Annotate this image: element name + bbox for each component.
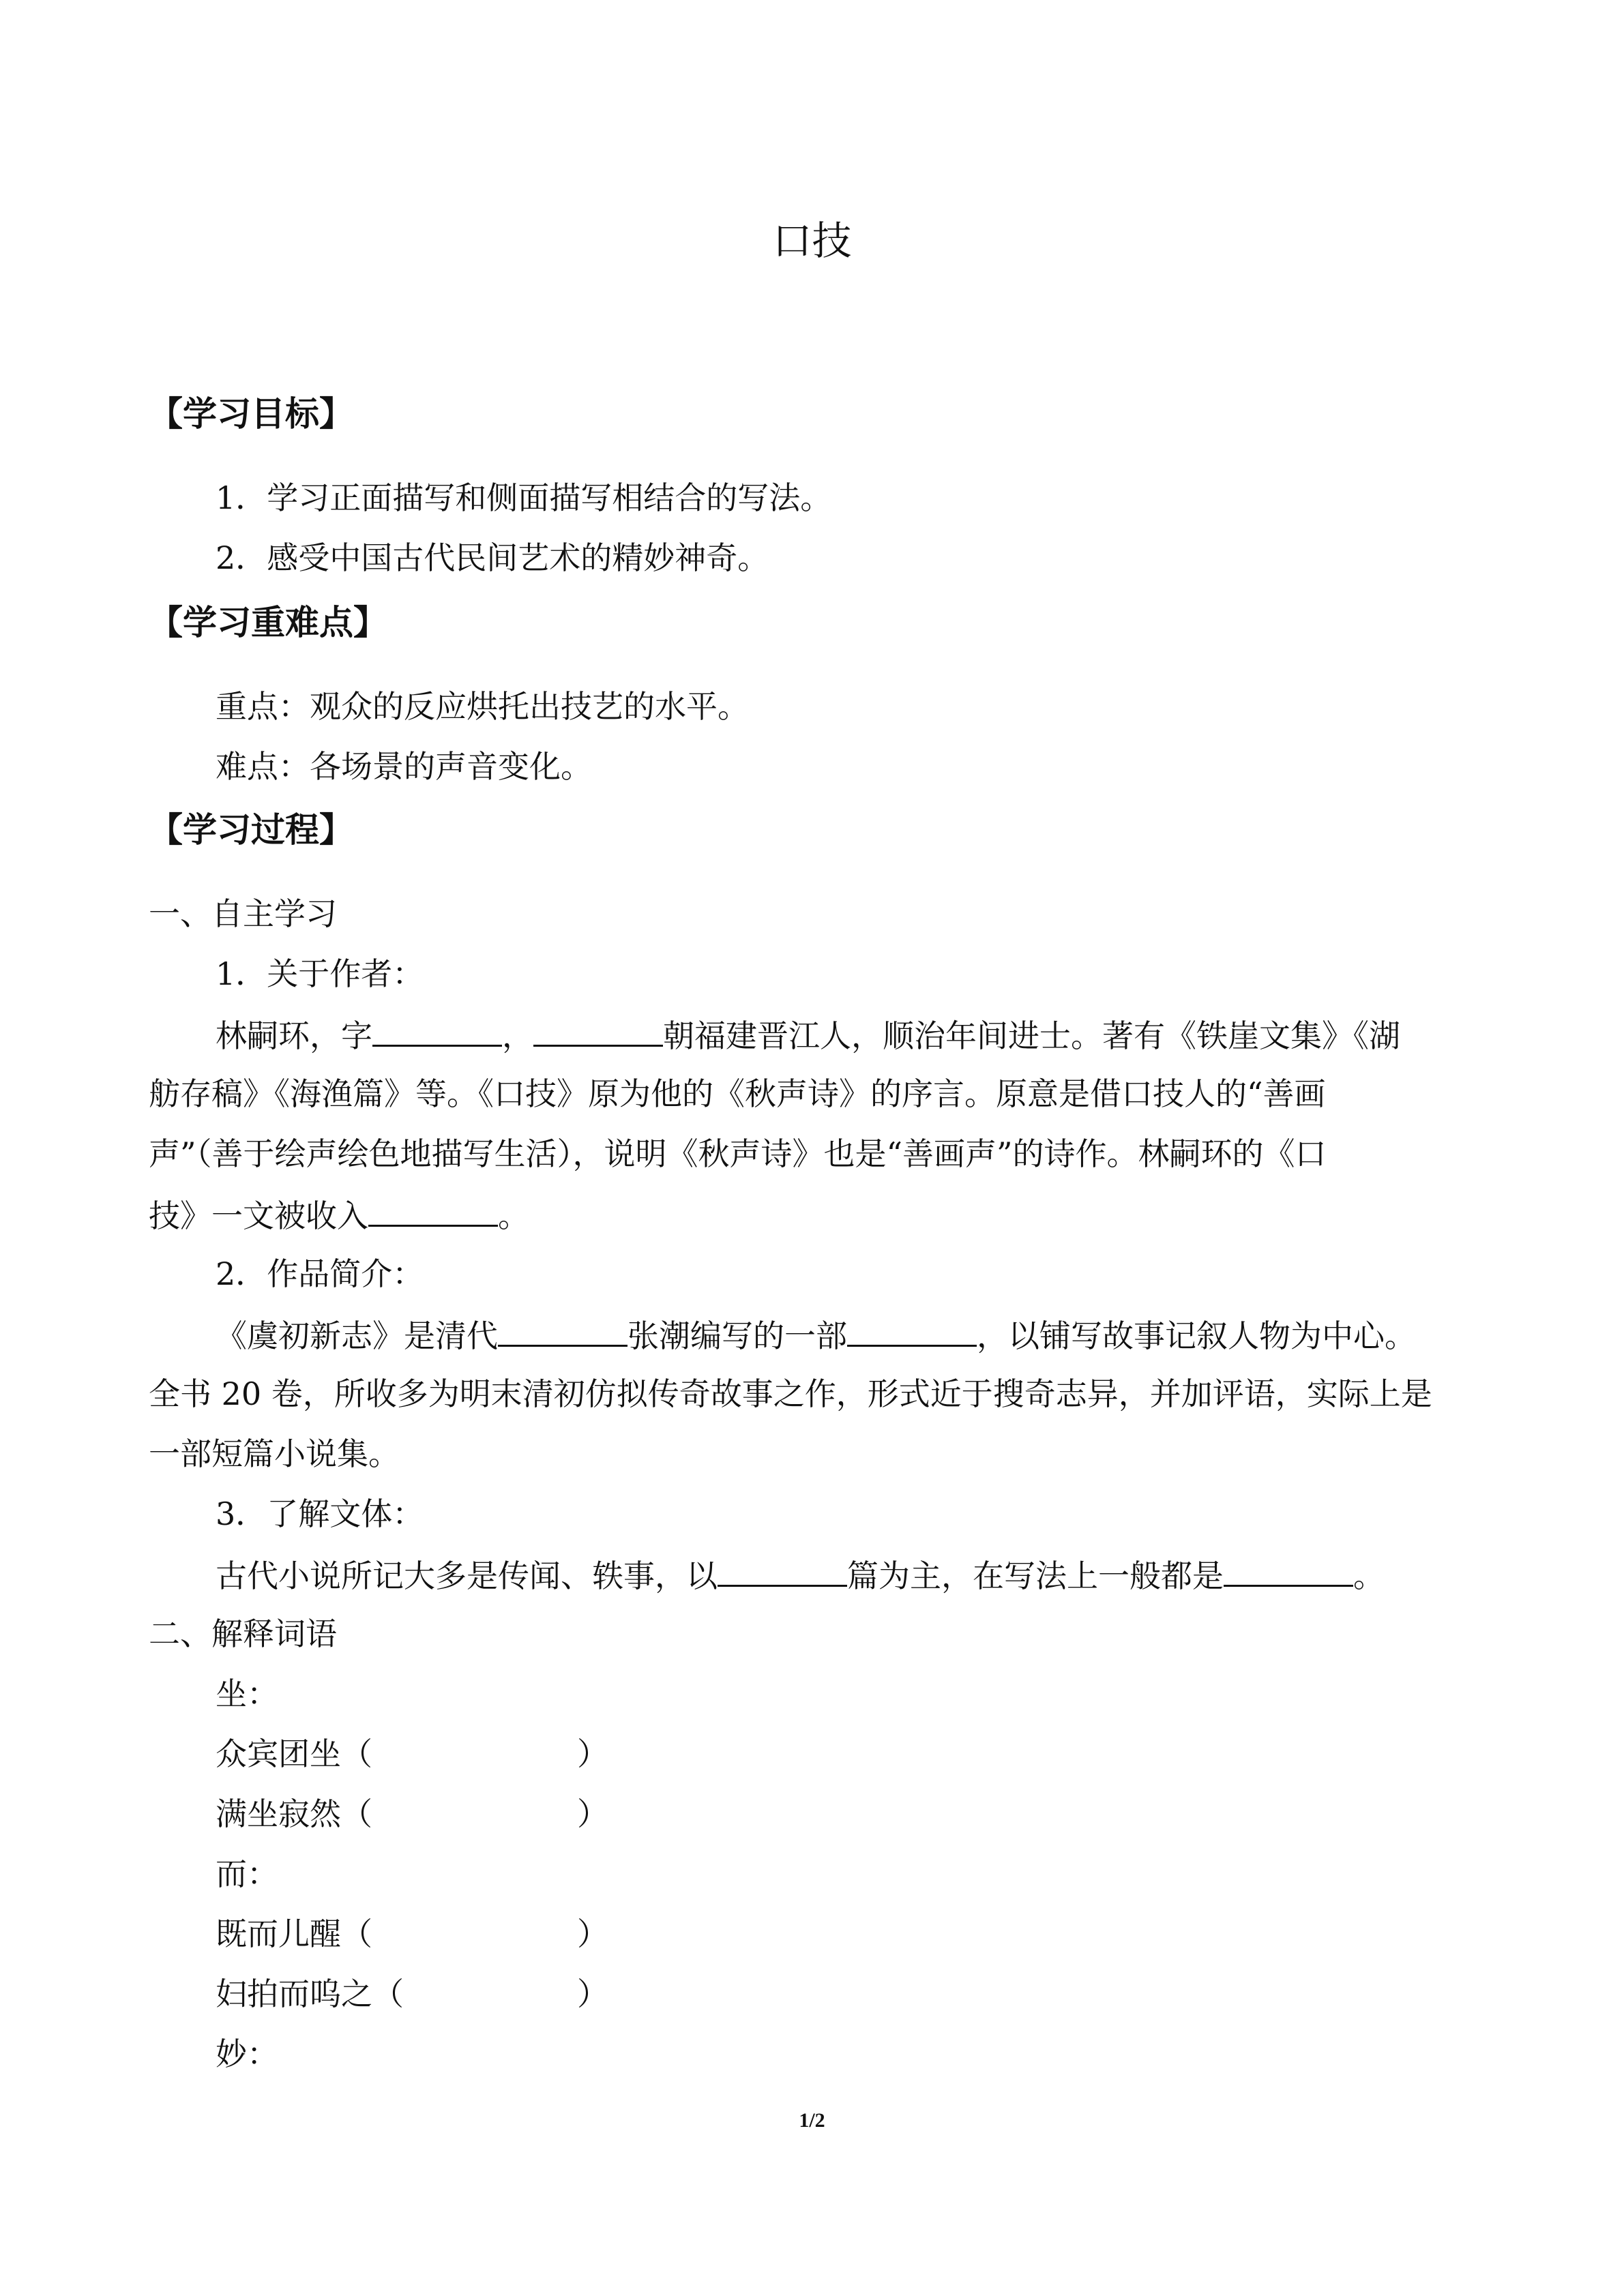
fill-blank[interactable] [847, 1313, 977, 1347]
text: 既而儿醒（ [216, 1915, 372, 1952]
word-example [216, 1973, 1552, 2014]
word-entry: 妙： [216, 2036, 278, 2072]
page-number: 1/2 [799, 2109, 825, 2132]
heading-goals: 【学习目标】 [149, 394, 353, 434]
item-work-intro: 2．作品简介： [216, 1255, 424, 1292]
text: 妇拍而呜之（ [216, 1976, 404, 2012]
text: 张潮编写的一部 [628, 1317, 847, 1354]
fill-blank[interactable] [368, 1193, 498, 1227]
text: ） [577, 1795, 608, 1832]
work-paragraph-line: 全书 20 卷，所收多为明末清初仿拟传奇故事之作，形式近于搜奇志异，并加评语，实际上是 [149, 1375, 1432, 1412]
word-example [216, 1913, 1552, 1954]
text: 满坐寂然（ [216, 1795, 372, 1832]
fill-blank[interactable] [1224, 1553, 1353, 1587]
item-author: 1．关于作者： [216, 955, 424, 992]
word-entry: 而： [216, 1855, 278, 1892]
text: 。 [1353, 1557, 1385, 1594]
heading-key-points: 【学习重难点】 [149, 603, 387, 642]
text: 《虞初新志》是清代 [216, 1317, 498, 1354]
text: ， [502, 1017, 533, 1054]
fill-blank[interactable] [533, 1013, 663, 1047]
difficult-point: 难点：各场景的声音变化。 [216, 748, 592, 785]
fill-blank[interactable] [372, 1013, 502, 1047]
text: 朝福建晋江人，顺治年间进士。著有《铁崖文集》《湖 [663, 1017, 1400, 1054]
item-genre: 3．了解文体： [216, 1495, 424, 1532]
part1-heading: 一、自主学习 [149, 895, 337, 932]
goal-item: 2．感受中国古代民间艺术的精妙神奇。 [216, 539, 769, 576]
text: ） [577, 1976, 608, 2012]
work-paragraph-line [216, 1313, 1552, 1354]
text: 众宾团坐（ [216, 1735, 372, 1772]
author-paragraph-line [149, 1193, 1486, 1234]
text: 林嗣环，字 [216, 1017, 372, 1054]
text: 。 [498, 1197, 529, 1234]
fill-blank[interactable] [718, 1553, 847, 1587]
part2-heading: 二、解释词语 [149, 1615, 337, 1652]
page-title: 口技 [772, 218, 852, 264]
goal-item: 1．学习正面描写和侧面描写相结合的写法。 [216, 479, 832, 516]
fill-blank[interactable] [498, 1313, 628, 1347]
text: ） [577, 1915, 608, 1952]
text: 篇为主，在写法上一般都是 [847, 1557, 1224, 1594]
author-paragraph-line: 声”（善于绘声绘色地描写生活），说明《秋声诗》也是“善画声”的诗作。林嗣环的《口 [149, 1135, 1327, 1172]
heading-process: 【学习过程】 [149, 810, 353, 850]
word-entry: 坐： [216, 1675, 278, 1712]
text: ，以铺写故事记叙人物为中心。 [977, 1317, 1416, 1354]
key-point: 重点：观众的反应烘托出技艺的水平。 [216, 688, 749, 725]
word-example [216, 1733, 1552, 1774]
word-example [216, 1793, 1552, 1834]
author-paragraph-line [216, 1013, 1552, 1054]
work-paragraph-line: 一部短篇小说集。 [149, 1435, 400, 1472]
genre-paragraph-line [216, 1553, 1552, 1594]
text: 技》一文被收入 [149, 1197, 368, 1234]
text: 古代小说所记大多是传闻、轶事，以 [216, 1557, 718, 1594]
text: ） [577, 1735, 608, 1772]
author-paragraph-line: 舫存稿》《海渔篇》等。《口技》原为他的《秋声诗》的序言。原意是借口技人的“善画 [149, 1075, 1326, 1112]
